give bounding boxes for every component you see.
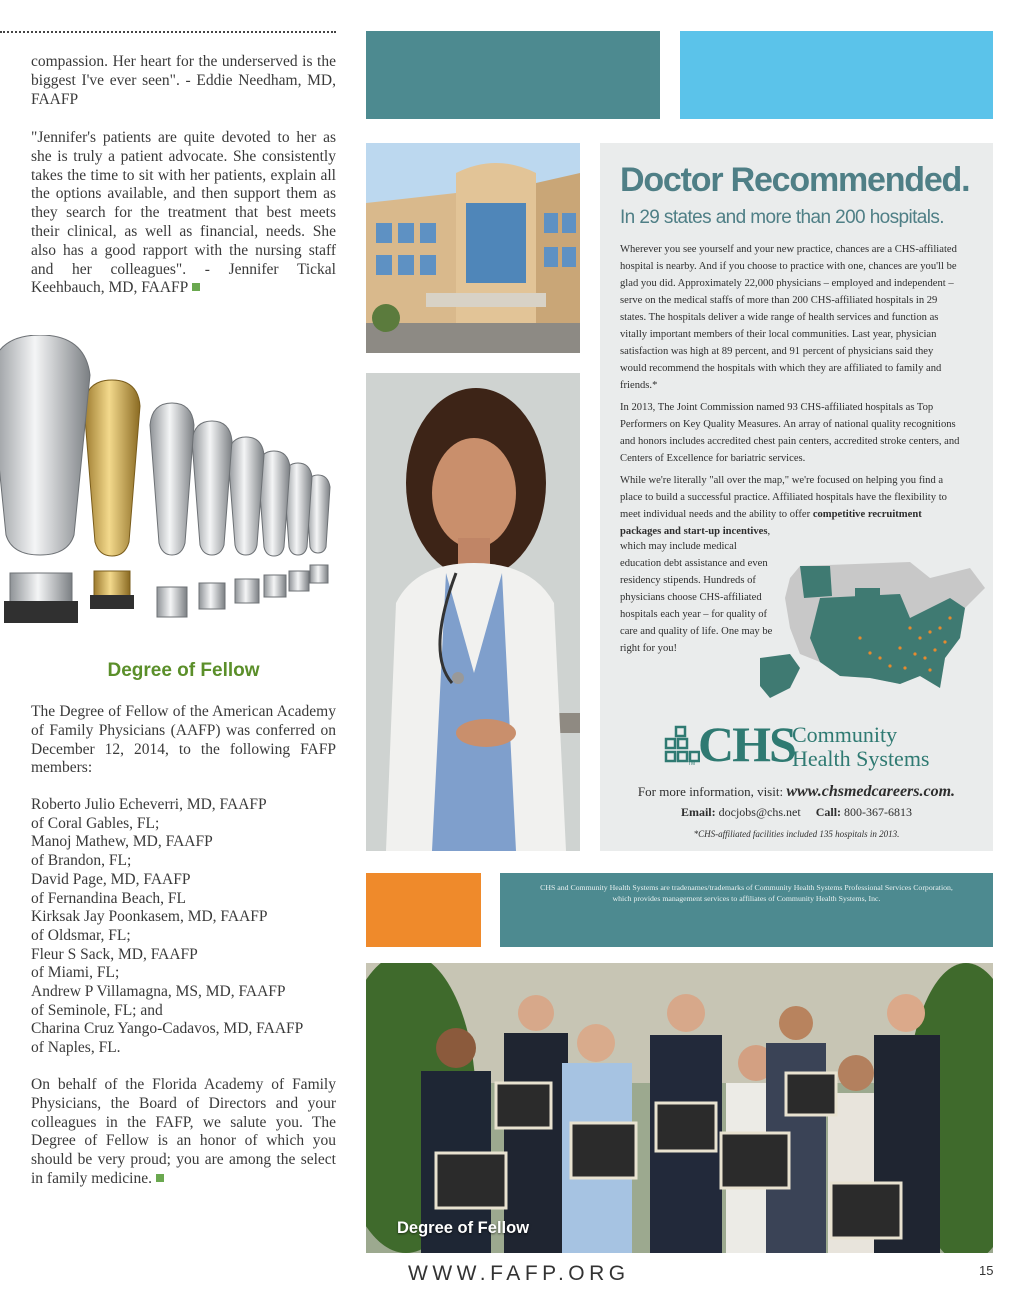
ad-para-3: While we're literally "all over the map," we're focused on helping you find a place to build a successful practice. Affiliated hospitals have the flexibility to meet individual needs and the ability to offer competitive recruitment packages and start-up incentives, xyxy=(620,475,947,537)
closing-text: On behalf of the Florida Academy of Family Physicians, the Board of Directors and your colleagues in the FAFP, we salute you. The Degree of Fellow is an honor of which you should be very proud; you are among the select in family medicine. xyxy=(31,1076,336,1187)
ad-narrow-text: which may include medical education debt assistance and even residency stipends. Hundreds of physicians choose CHS-affiliated hospitals each year – for quality of care and quality of life. One may be right for you! xyxy=(620,541,773,654)
section-intro xyxy=(31,703,336,778)
ad-bold-text: competitive recruitment packages and start-up incentives xyxy=(620,509,922,537)
section-heading: Degree of Fellow xyxy=(107,660,260,681)
ad-para-2: In 2013, The Joint Commission named 93 CHS-affiliated hospitals as Top Performers on Key Quality Measures. An array of national quality recognitions and honors includes accredited chest pain centers, accredited stroke centers, and Centers of Excellence for bariatric services. xyxy=(620,402,960,464)
list-item: of Brandon, FL; xyxy=(31,852,132,870)
hospital-photo xyxy=(366,143,580,353)
ad-footnote: *CHS-affiliated facilities included 135 hospitals in 2013. xyxy=(693,829,900,839)
section-intro-text: The Degree of Fellow of the American Academy of Family Physicians (AAFP) was conferred on December 12, 2014, to the following FAFP members: xyxy=(31,703,336,777)
ad-contact-line: Email: docjobs@chs.net Call: 800-367-6813 xyxy=(680,805,913,819)
list-item: Kirksak Jay Poonkasem, MD, FAAFP xyxy=(31,908,268,926)
list-item: of Fernandina Beach, FL xyxy=(31,889,186,907)
chs-advertisement xyxy=(600,143,993,851)
list-item: of Oldsmar, FL; xyxy=(31,926,131,944)
chs-logo-line-1: Community xyxy=(792,722,898,747)
page-number: 15 xyxy=(979,1263,994,1278)
list-item: of Seminole, FL; and xyxy=(31,1001,163,1019)
chs-trademark: TM xyxy=(688,761,696,767)
ad-body xyxy=(620,241,960,545)
us-map-image xyxy=(760,558,990,708)
ad-email[interactable]: docjobs@chs.net xyxy=(718,805,801,819)
end-square-icon xyxy=(156,1174,164,1182)
intro-text: compassion. Her heart for the underserved is the biggest I've ever seen". - Eddie Needham, MD, FAAFP xyxy=(31,53,336,108)
list-item: Fleur S Sack, MD, FAAFP xyxy=(31,945,198,963)
closing-paragraph xyxy=(31,1076,336,1189)
list-item: Roberto Julio Echeverri, MD, FAAFP xyxy=(31,796,267,813)
list-item: of Miami, FL; xyxy=(31,964,120,982)
ad-visit-line: For more information, visit: www.chsmedcareers.com. xyxy=(637,783,956,800)
group-photo xyxy=(366,963,993,1253)
list-item: Charina Cruz Yango-Cadavos, MD, FAAFP xyxy=(31,1020,304,1038)
members-list xyxy=(31,796,336,1058)
chs-logo-name xyxy=(792,723,930,771)
top-dotted-rule xyxy=(0,31,336,33)
ad-subtitle: In 29 states and more than 200 hospitals. xyxy=(620,207,944,228)
end-square-icon xyxy=(192,283,200,291)
orange-block xyxy=(366,873,481,947)
ad-para-1: Wherever you see yourself and your new practice, chances are a CHS-affiliated hospital is nearby. And if you choose to practice with one, chances are you'll be glad you did. Approximately 22,000 physicians – employed and independent – serve on the medical staffs of more than 200 CHS-affiliated hospitals in 29 states. The hospitals deliver a wide range of health services and function as vitally important members of their local communities. Last year, physician satisfaction was high at 89 percent, and 91 percent of physicians said they would recommend the hospitals with which they are affiliated to family and friends.* xyxy=(620,244,957,391)
photo-caption: Degree of Fellow xyxy=(397,1219,530,1237)
sky-blue-block xyxy=(680,31,993,119)
list-item: Andrew P Villamagna, MS, MD, FAAFP xyxy=(31,983,286,1001)
chs-logo-line-2: Health Systems xyxy=(792,746,930,771)
quote-paragraph xyxy=(31,129,336,298)
ad-phone: 800-367-6813 xyxy=(844,805,913,819)
ad-title: Doctor Recommended. xyxy=(620,161,970,199)
quote-text: "Jennifer's patients are quite devoted to her as she is truly a patient advocate. She consistently takes the time to sit with her patients, explain all the options available, and then support them as they search for the treatment that best meets their clinical, as well as financial, needs. She also has a good rapport with the nursing staff and her colleagues". - Jennifer Tickal Keehbauch, MD, FAAFP xyxy=(31,129,336,297)
ad-disclaimer: CHS and Community Health Systems are tradenames/trademarks of Community Health Systems Professional Services Corporation, which provides management services to affiliates of Community Health Systems, Inc. xyxy=(500,873,993,947)
doctor-photo xyxy=(366,373,580,851)
trophies-image xyxy=(0,335,348,631)
ad-visit-url[interactable]: www.chsmedcareers.com. xyxy=(786,783,956,800)
chs-logo-abbr: CHS xyxy=(698,716,795,772)
list-item: Manoj Mathew, MD, FAAFP xyxy=(31,833,213,851)
list-item: of Coral Gables, FL; xyxy=(31,814,160,832)
intro-paragraph xyxy=(31,53,336,109)
teal-block xyxy=(366,31,660,119)
list-item: David Page, MD, FAAFP xyxy=(31,870,191,888)
list-item: of Naples, FL. xyxy=(31,1039,121,1057)
footer-url[interactable]: WWW.FAFP.ORG xyxy=(408,1262,630,1285)
